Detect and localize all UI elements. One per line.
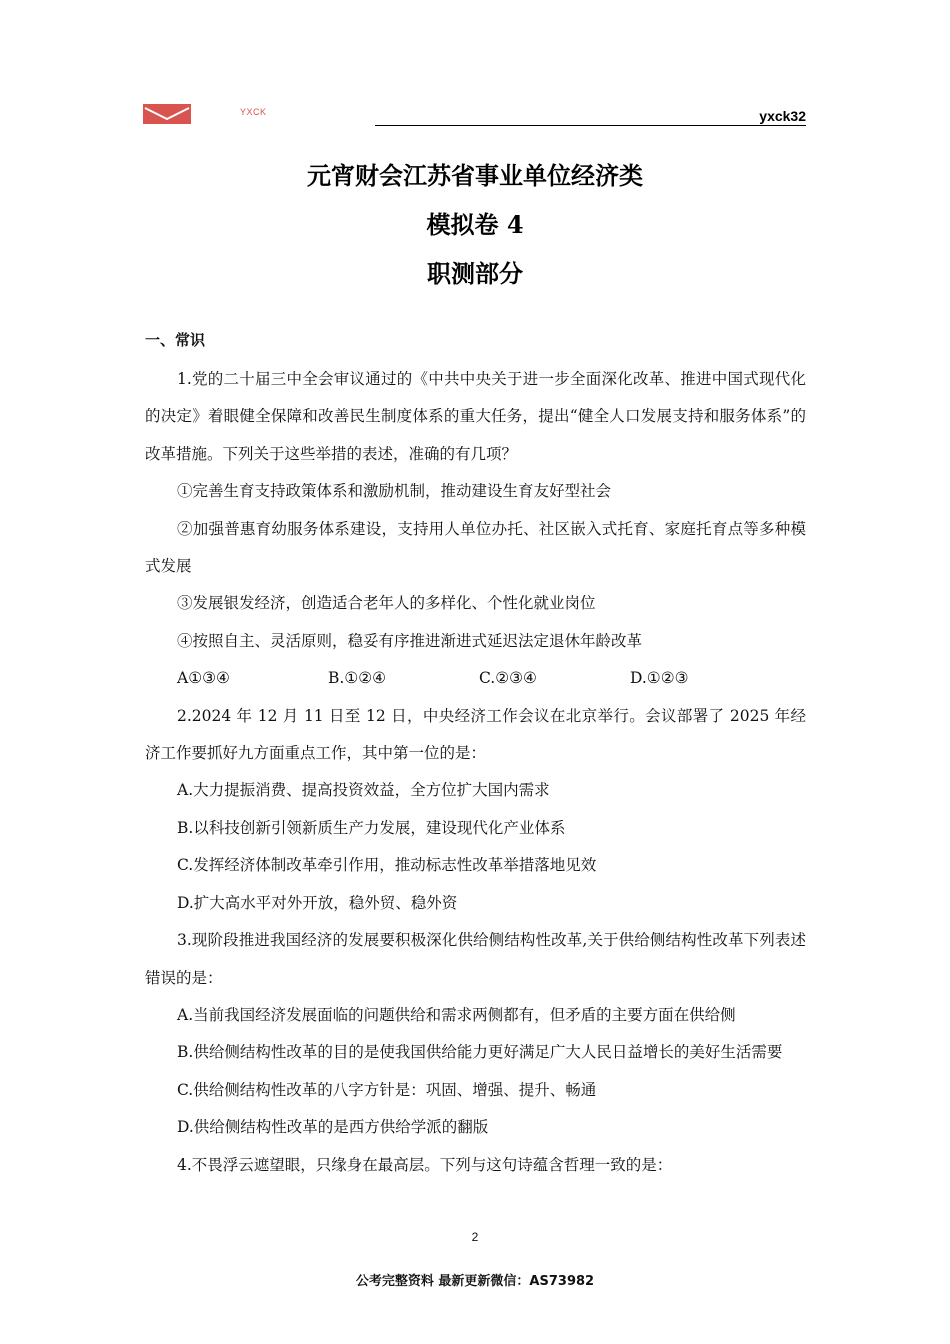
question-2-option: D.扩大高水平对外开放，稳外贸、稳外资: [177, 893, 458, 912]
document-code: yxck32: [759, 108, 806, 124]
document-subtitle: 模拟卷 4: [426, 210, 524, 239]
envelope-logo-icon: [143, 104, 191, 124]
logo-text: YXCK: [240, 107, 267, 117]
section-title: 职测部分: [427, 259, 523, 288]
question-3-stem: 3.现阶段推进我国经济的发展要积极深化供给侧结构性改革,关于供给侧结构性改革下列表述错误的是：: [145, 931, 806, 987]
option-b: B.①②④: [328, 669, 387, 688]
header-rule: [375, 125, 806, 126]
question-2-option: A.大力提振消费、提高投资效益，全方位扩大国内需求: [177, 781, 550, 800]
option-a: A①③④: [177, 669, 230, 688]
option-c: C.②③④: [479, 669, 537, 688]
question-4-stem: 4.不畏浮云遮望眼，只缘身在最高层。下列与这句诗蕴含哲理一致的是：: [177, 1155, 673, 1174]
question-1-item: ②加强普惠育幼服务体系建设，支持用人单位办托、社区嵌入式托育、家庭托育点等多种模式发展: [145, 519, 806, 576]
question-1-stem: 1.党的二十届三中全会审议通过的《中共中央关于进一步全面深化改革、推进中国式现代化的决定》着眼健全保障和改善民生制度体系的重大任务，提出“健全人口发展支持和服务体系”的改革措施。下列关于这些举措的表述，准确的有几项？: [145, 370, 806, 463]
question-1-item: ④按照自主、灵活原则，稳妥有序推进渐进式延迟法定退休年龄改革: [177, 631, 643, 650]
page-number: 2: [471, 1230, 479, 1244]
question-2-stem: 2.2024 年 12 月 11 日至 12 日，中央经济工作会议在北京举行。会议部署了 2025 年经济工作要抓好九方面重点工作，其中第一位的是：: [145, 706, 806, 763]
question-3-option: C.供给侧结构性改革的八字方针是：巩固、增强、提升、畅通: [177, 1080, 597, 1099]
question-2-option: B.以科技创新引领新质生产力发展，建设现代化产业体系: [177, 818, 566, 837]
question-2-option: C.发挥经济体制改革牵引作用，推动标志性改革举措落地见效: [177, 856, 597, 875]
section-heading: 一、常识: [145, 331, 206, 349]
question-1-item: ③发展银发经济，创造适合老年人的多样化、个性化就业岗位: [177, 594, 596, 613]
question-1-item: ①完善生育支持政策体系和激励机制，推动建设生育友好型社会: [177, 482, 612, 501]
footer-note: 公考完整资料 最新更新微信：AS73982: [355, 1274, 595, 1289]
document-title: 元宵财会江苏省事业单位经济类: [307, 161, 643, 190]
question-1-options: [145, 660, 806, 697]
question-list: [145, 361, 806, 1184]
question-3-option: D.供给侧结构性改革的是西方供给学派的翻版: [177, 1118, 489, 1137]
question-3-option: B.供给侧结构性改革的目的是使我国供给能力更好满足广大人民日益增长的美好生活需要: [177, 1043, 783, 1062]
option-d: D.①②③: [630, 669, 689, 688]
question-3-option: A.当前我国经济发展面临的问题供给和需求两侧都有，但矛盾的主要方面在供给侧: [177, 1005, 736, 1024]
